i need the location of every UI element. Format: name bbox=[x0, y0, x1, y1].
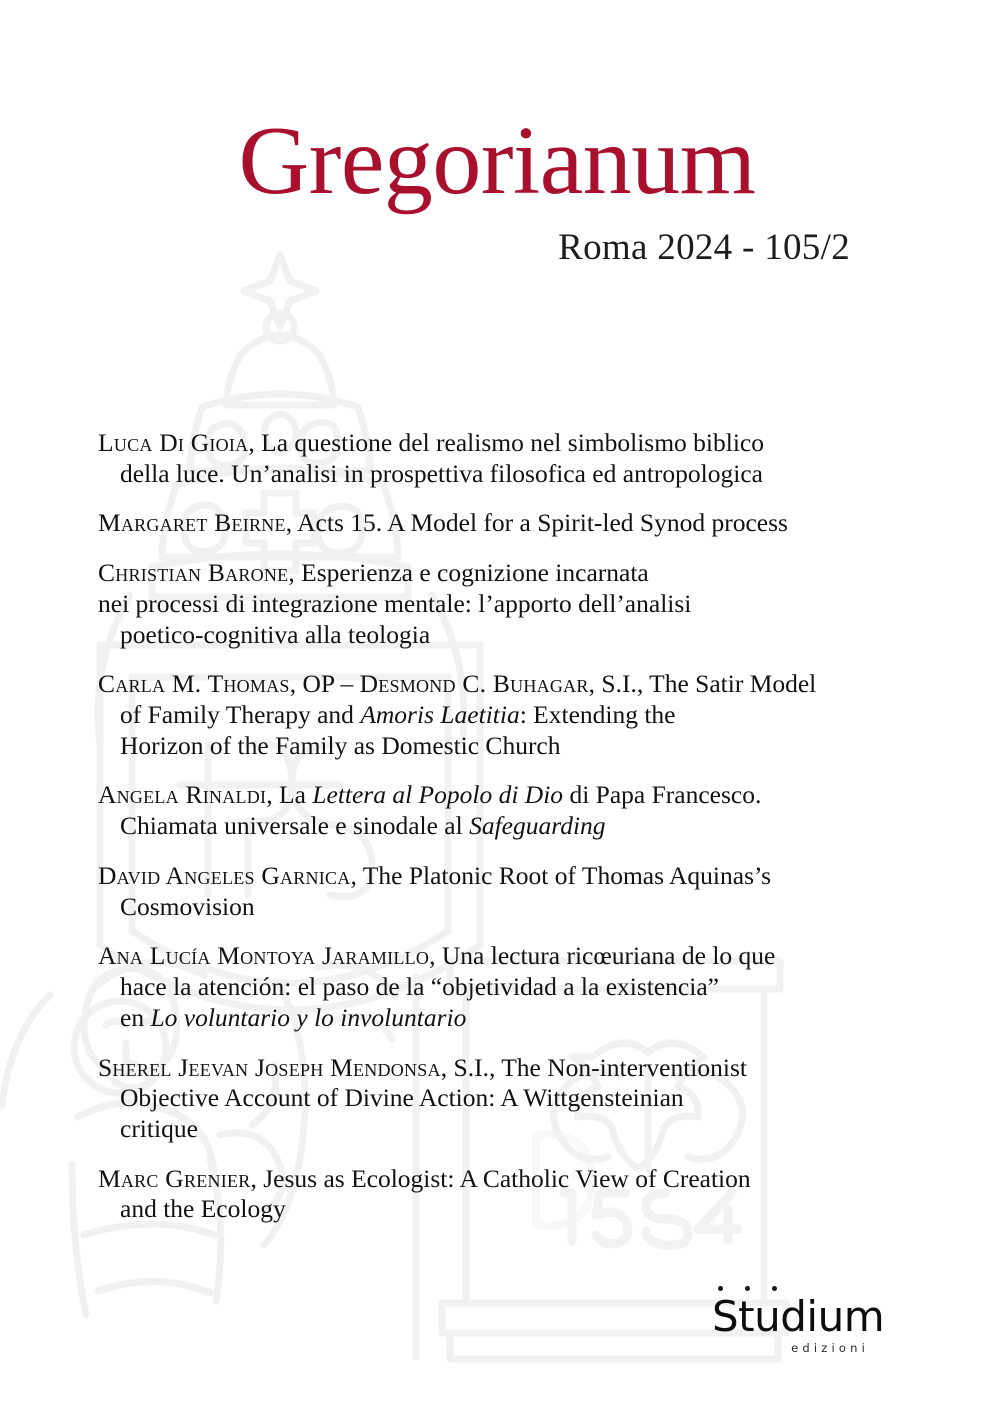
masthead bbox=[0, 0, 1000, 269]
toc-title-italic: Amoris Laetitia bbox=[360, 700, 520, 730]
toc-title: nei processi di integrazione mentale: l’apporto dell’analisi bbox=[98, 588, 692, 618]
toc-title: en bbox=[120, 1002, 151, 1032]
toc-title: , The Platonic Root of Thomas Aquinas’s bbox=[350, 860, 772, 890]
toc-title: della luce. Un’analisi in prospettiva filosofica ed antropologica bbox=[120, 458, 763, 488]
toc-entry-line bbox=[98, 941, 888, 972]
toc-author: Christian Barone bbox=[98, 558, 289, 588]
toc-author: Marc Grenier bbox=[98, 1163, 251, 1193]
toc-title: , Acts 15. A Model for a Spirit-led Synod process bbox=[285, 508, 788, 538]
toc-entry-line bbox=[120, 620, 888, 651]
toc-entry-line bbox=[120, 1003, 888, 1034]
toc-entry-line bbox=[120, 1114, 888, 1145]
toc-entry-line bbox=[120, 892, 888, 923]
toc-entry bbox=[98, 558, 888, 650]
toc-author: Margaret Beirne bbox=[98, 508, 286, 538]
toc-entry bbox=[98, 1053, 888, 1145]
toc-title: Objective Account of Divine Action: A Wittgensteinian bbox=[120, 1083, 684, 1113]
table-of-contents bbox=[98, 428, 888, 1244]
toc-author: Ana Lucía Montoya Jaramillo bbox=[98, 941, 430, 971]
logo-dot bbox=[718, 1286, 723, 1291]
toc-entry-line bbox=[120, 811, 888, 842]
toc-title: poetico-cognitiva alla teologia bbox=[120, 619, 431, 649]
toc-title-italic: Safeguarding bbox=[469, 811, 606, 841]
toc-title: hace la atención: el paso de la “objetividad a la existencia” bbox=[120, 972, 719, 1002]
toc-entry bbox=[98, 780, 888, 841]
toc-author: Angela Rinaldi bbox=[98, 780, 267, 810]
toc-title: : Extending the bbox=[519, 700, 676, 730]
journal-title: Gregorianum bbox=[238, 107, 756, 215]
toc-entry bbox=[98, 669, 888, 761]
logo-dot bbox=[772, 1286, 777, 1291]
toc-author: Desmond C. Buhagar bbox=[359, 669, 589, 699]
toc-entry-line bbox=[120, 700, 888, 731]
toc-entry-line bbox=[120, 459, 888, 490]
toc-title: Horizon of the Family as Domestic Church bbox=[120, 730, 561, 760]
toc-title: critique bbox=[120, 1113, 198, 1143]
toc-entry-line bbox=[120, 1083, 888, 1114]
toc-title: and the Ecology bbox=[120, 1194, 286, 1224]
toc-title: of Family Therapy and bbox=[120, 700, 361, 730]
toc-author: Carla M. Thomas bbox=[98, 669, 290, 699]
toc-title: di Papa Francesco. bbox=[563, 780, 762, 810]
toc-author: Sherel Jeevan Joseph Mendonsa bbox=[98, 1052, 441, 1082]
toc-entry-line bbox=[98, 1164, 888, 1195]
toc-author: Luca Di Gioia bbox=[98, 428, 249, 457]
toc-title: , Una lectura ricœuriana de lo que bbox=[429, 941, 776, 971]
toc-title: , Jesus as Ecologist: A Catholic View of Creation bbox=[250, 1163, 751, 1193]
toc-title-italic: Lo voluntario y lo involuntario bbox=[150, 1002, 467, 1032]
toc-entry bbox=[98, 941, 888, 1033]
toc-title: , OP – bbox=[289, 669, 360, 699]
toc-entry-line bbox=[120, 731, 888, 762]
toc-entry bbox=[98, 1164, 888, 1225]
toc-title: Cosmovision bbox=[120, 891, 255, 921]
toc-entry-line bbox=[98, 780, 888, 811]
toc-entry-line bbox=[98, 558, 888, 589]
toc-author: David Angeles Garnica bbox=[98, 860, 351, 890]
toc-entry bbox=[98, 508, 888, 539]
toc-entry-line bbox=[98, 428, 888, 459]
toc-title: Chiamata universale e sinodale al bbox=[120, 811, 470, 841]
logo-dot bbox=[745, 1286, 750, 1291]
toc-title: , S.I., The Non-interventionist bbox=[440, 1052, 747, 1082]
toc-entry-line bbox=[120, 1194, 888, 1225]
toc-entry-line bbox=[98, 589, 888, 620]
toc-entry-line bbox=[98, 861, 888, 892]
toc-title: , La bbox=[266, 780, 313, 810]
toc-title-italic: Lettera al Popolo di Dio bbox=[312, 780, 564, 810]
toc-entry-line bbox=[98, 508, 888, 539]
toc-entry bbox=[98, 861, 888, 922]
toc-entry-line bbox=[120, 972, 888, 1003]
toc-title: , S.I., The Satir Model bbox=[588, 669, 817, 699]
toc-entry bbox=[98, 428, 888, 489]
toc-entry-line bbox=[98, 1053, 888, 1084]
toc-title: , Esperienza e cognizione incarnata bbox=[288, 558, 649, 588]
publisher-tagline: edizioni bbox=[791, 1341, 869, 1355]
toc-title: , La questione del realismo nel simbolismo biblico bbox=[248, 428, 764, 457]
publisher-logo bbox=[712, 1286, 885, 1355]
publisher-name: Studium bbox=[712, 1292, 885, 1341]
toc-entry-line bbox=[98, 669, 888, 700]
issue-line: Roma 2024 - 105/2 bbox=[558, 226, 850, 268]
